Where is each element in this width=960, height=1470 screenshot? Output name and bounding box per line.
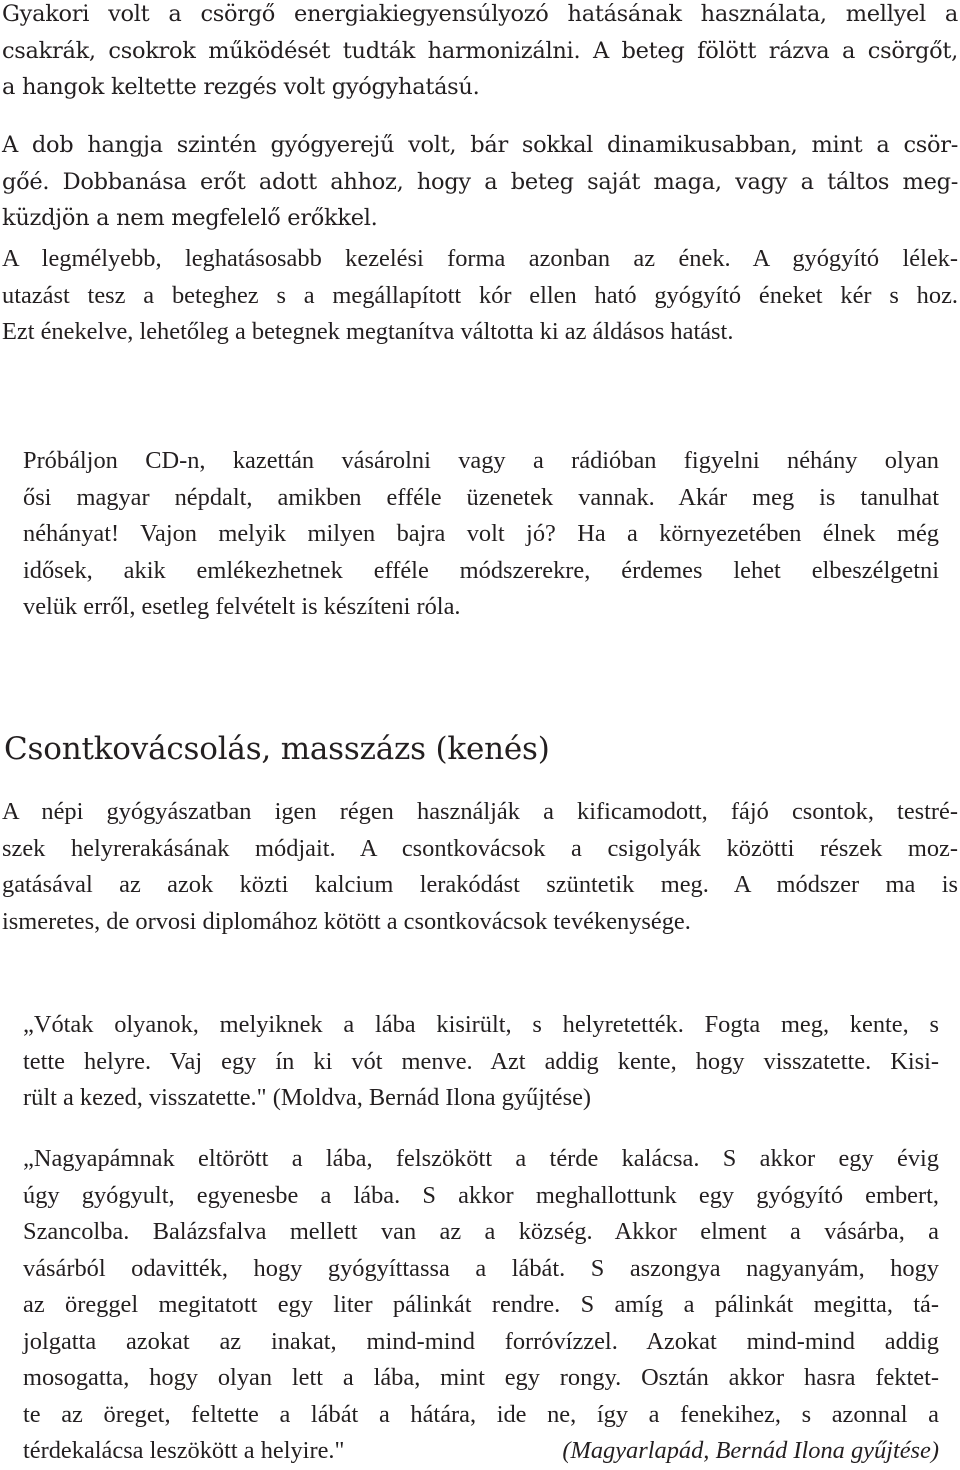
text-line: úgy gyógyult, egyenesbe a lába. S akkor meghallottunk egy gyógyító embert, <box>23 1181 939 1209</box>
paragraph-song <box>2 241 958 351</box>
text-line: gatásával az azok közti kalcium lerakódást szüntetik meg. A módszer ma is <box>2 871 958 898</box>
tip-paragraph <box>23 443 939 626</box>
text-line: mosogatta, hogy olyan lett a lába, mint egy rongy. Osztán akkor hasra fektet- <box>23 1364 939 1391</box>
text-line: Gyakori volt a csörgő energiakiegyensúlyozó hatásának használata, mellyel a <box>2 1 958 27</box>
text-line: ismeretes, de orvosi diplomához kötött a csontkovácsok tevékenysége. <box>2 907 691 935</box>
text-line: vásárból odavitték, hogy gyógyíttassa a lábát. S aszongya nagyanyám, hogy <box>23 1254 939 1282</box>
text-line: rült a kezed, visszatette." (Moldva, Bernád Ilona gyűjtése) <box>23 1084 592 1111</box>
text-line: idősek, akik emlékezhetnek efféle módszerekre, érdemes lehet elbeszélgetni <box>23 556 939 584</box>
quote-source: (Magyarlapád, Bernád Ilona gyűjtése) <box>562 1437 939 1464</box>
text-line: te az öreget, feltette a lábát a hátára, ide ne, így a fenekihez, s azonnal a <box>23 1400 939 1428</box>
text-line: néhányat! Vajon melyik milyen bajra volt jó? Ha a környezetében élnek még <box>23 520 939 547</box>
quote-magyarlapad <box>23 1141 939 1470</box>
text-line: A dob hangja szintén gyógyerejű volt, bár sokkal dinamikusabban, mint a csör- <box>2 132 958 158</box>
text-line: velük erről, esetleg felvételt is készíteni róla. <box>23 593 461 620</box>
text-line: szek helyrerakásának módjait. A csontkovácsok a csigolyák közötti részek moz- <box>2 834 958 862</box>
text-line: Ezt énekelve, lehetőleg a betegnek megtanítva váltotta ki az áldásos hatást. <box>2 318 734 345</box>
text-line: gőé. Dobbanása erőt adott ahhoz, hogy a beteg saját maga, vagy a táltos meg- <box>2 168 958 195</box>
section-heading: Csontkovácsolás, masszázs (kenés) <box>4 731 550 767</box>
text-line: küzdjön a nem megfelelő erőkkel. <box>2 205 378 231</box>
text-line: ősi magyar népdalt, amikben efféle üzenetek vannak. Akár meg is tanulhat <box>23 483 939 511</box>
text-line: tette helyre. Vaj egy ín ki vót menve. Azt addig kente, hogy visszatette. Kisi- <box>23 1047 939 1075</box>
text-line: „Vótak olyanok, melyiknek a lába kisirült, s helyretették. Fogta meg, kente, s <box>23 1011 939 1038</box>
quote-last-line: térdekalácsa leszökött a helyire." <box>23 1437 345 1464</box>
text-line: utazást tesz a beteghez s a megállapított kór ellen ható gyógyító éneket kér s hoz. <box>2 281 958 309</box>
text-line: A legmélyebb, leghatásosabb kezelési forma azonban az ének. A gyógyító lélek- <box>2 245 958 272</box>
paragraph-drum <box>2 127 958 237</box>
paragraph-rattle <box>2 0 958 106</box>
text-line: a hangok keltette rezgés volt gyógyhatású. <box>2 74 480 100</box>
text-line: Szancolba. Balázsfalva mellett van az a község. Akkor elment a vásárba, a <box>23 1218 939 1245</box>
text-line: csakrák, csokrok működését tudták harmonizálni. A beteg fölött rázva a csörgőt, <box>2 37 958 64</box>
text-line: „Nagyapámnak eltörött a lába, felszökött a térde kalácsa. S akkor egy évig <box>23 1145 939 1172</box>
text-line: az öreggel megitatott egy liter pálinkát rendre. S amíg a pálinkát megitta, tá- <box>23 1291 939 1318</box>
text-line <box>23 1433 939 1470</box>
text-line: A népi gyógyászatban igen régen használják a kificamodott, fájó csontok, testré- <box>2 798 958 825</box>
text-line: Próbáljon CD-n, kazettán vásárolni vagy a rádióban figyelni néhány olyan <box>23 447 939 474</box>
paragraph-bonesetting <box>2 794 958 940</box>
quote-moldva <box>23 1007 939 1117</box>
text-line: jolgatta azokat az inakat, mind-mind forróvízzel. Azokat mind-mind addig <box>23 1327 939 1355</box>
